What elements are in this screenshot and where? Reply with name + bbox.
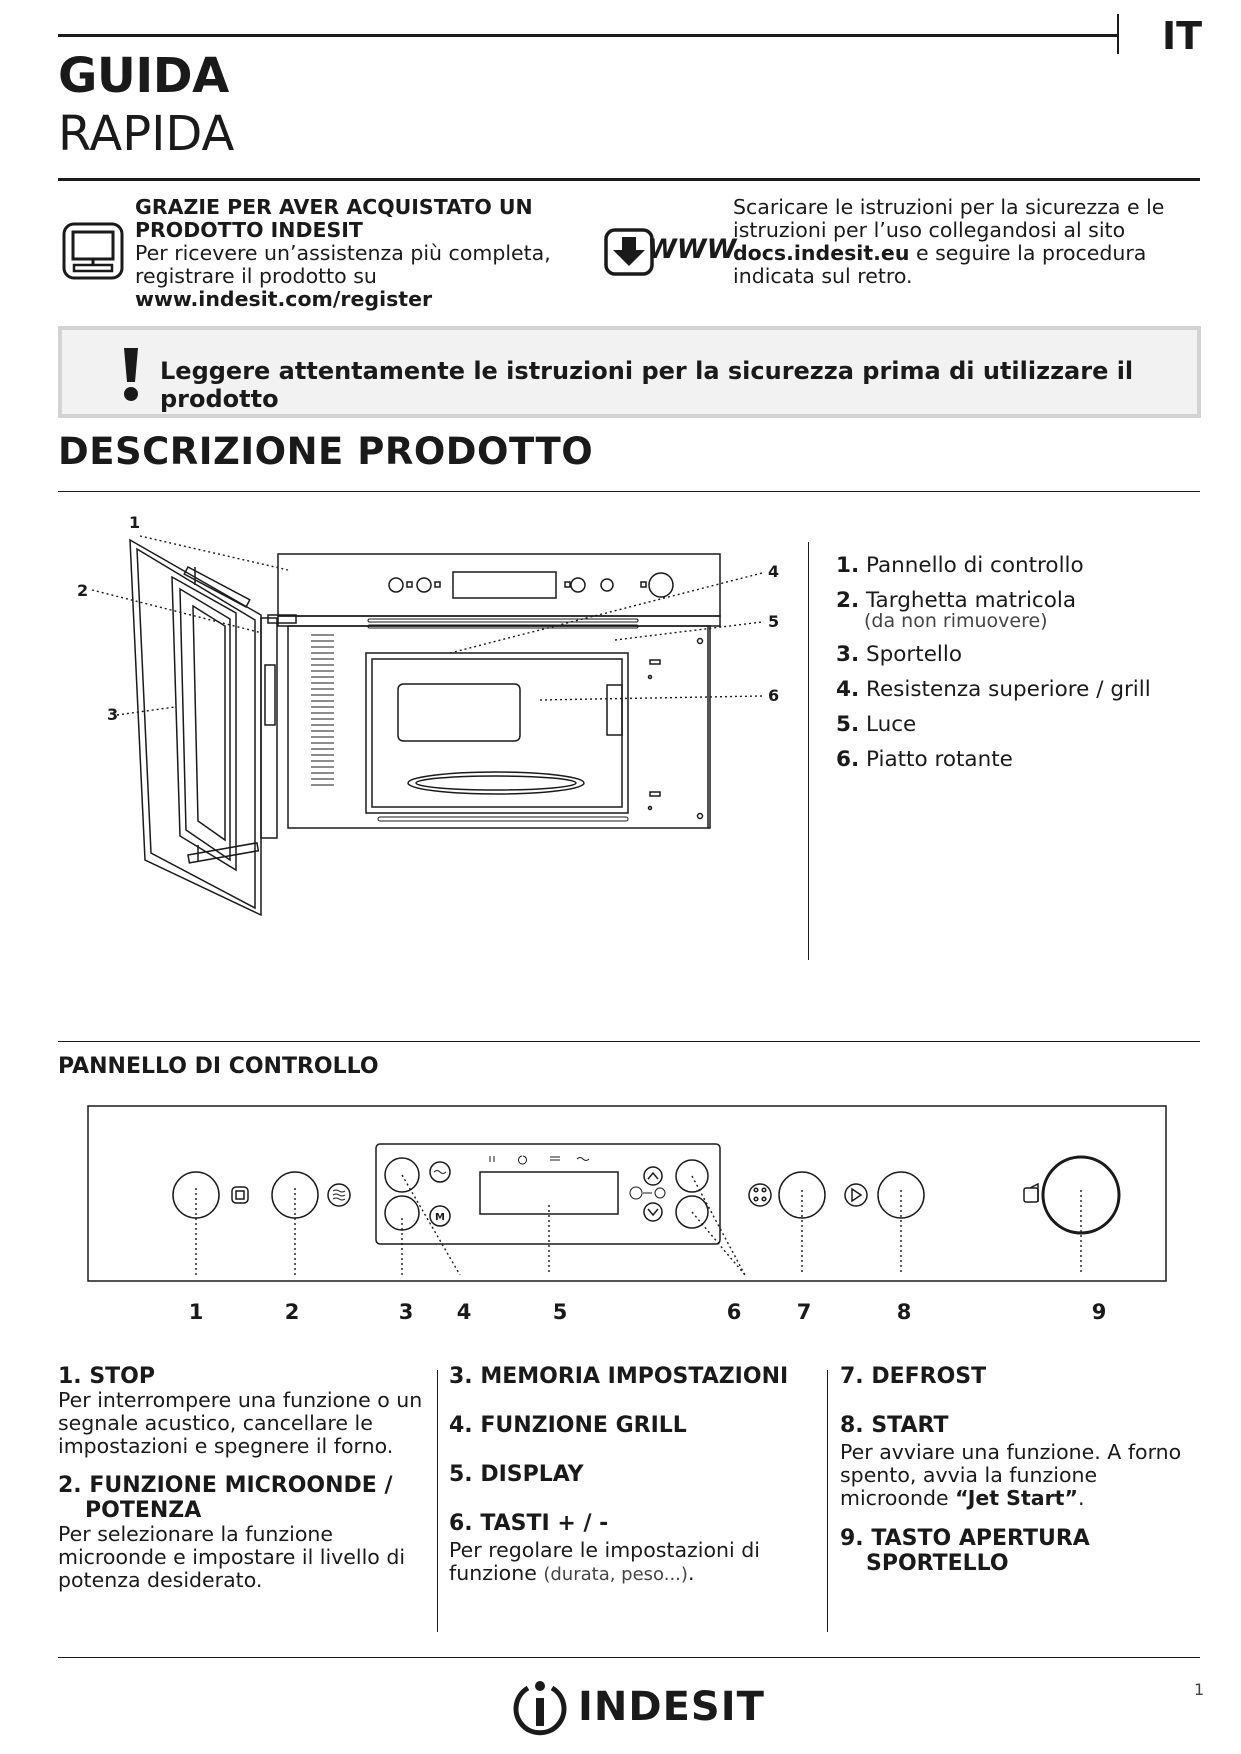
panel-label-5: 5 [552, 1300, 568, 1324]
monitor-icon [62, 222, 124, 280]
panel-label-1: 1 [188, 1300, 204, 1324]
part-num-1: 1. [836, 553, 860, 578]
page-title-line2: RAPIDA [58, 106, 235, 162]
func-start-desc: Per avviare una funzione. A forno spento, avvia la funzione microonde [840, 1440, 1182, 1510]
panel-label-8: 8 [896, 1300, 912, 1324]
col-separator-2 [827, 1370, 828, 1632]
download-text: Scaricare le istruzioni per la sicurezza e le istruzioni per l’uso collegandosi al sito [733, 195, 1165, 242]
panel-label-7: 7 [796, 1300, 812, 1324]
warning-box [58, 326, 1201, 418]
func-microwave-text: Per selezionare la funzione microonde e impostare il livello di potenza desiderato. [58, 1522, 406, 1592]
func-defrost-title: 7. DEFROST [840, 1364, 987, 1389]
func-plus-minus-desc: Per regolare le impostazioni di funzione [449, 1538, 760, 1585]
parts-list [836, 552, 1216, 774]
part-label-3: Sportello [865, 642, 963, 667]
top-rule [58, 34, 1118, 37]
logo-brand-text: INDESIT [578, 1684, 765, 1730]
title-rule [58, 178, 1200, 181]
part-label-6: Piatto rotante [865, 747, 1013, 772]
control-panel-diagram [80, 1100, 1180, 1330]
func-start-text [840, 1441, 1210, 1510]
page-title-line1: GUIDA [58, 48, 229, 104]
func-stop-title: 1. STOP [58, 1364, 156, 1389]
function-col-1 [58, 1364, 428, 1592]
product-heading: DESCRIZIONE PRODOTTO [58, 430, 594, 473]
panel-label-9: 9 [1091, 1300, 1107, 1324]
part-item-5 [836, 711, 1216, 739]
language-label: IT [1162, 14, 1203, 58]
func-door-title-2: SPORTELLO [866, 1551, 1009, 1576]
memory-m-glyph: M [435, 1212, 445, 1223]
func-plus-minus-title: 6. TASTI + / - [449, 1511, 609, 1536]
product-rule [58, 491, 1200, 492]
diagram-callout-2: 2 [77, 581, 89, 600]
part-item-4 [836, 676, 1216, 704]
exclamation-icon [122, 348, 140, 404]
diagram-callout-4: 4 [768, 562, 780, 581]
warning-text: Leggere attentamente le istruzioni per la sicurezza prima di utilizzare il prodotto [160, 357, 1134, 413]
panel-label-4: 4 [456, 1300, 472, 1324]
diagram-callout-6: 6 [768, 686, 780, 705]
www-label: WWW [647, 234, 737, 265]
part-num-2: 2. [836, 588, 860, 613]
part-num-3: 3. [836, 642, 860, 667]
func-plus-minus-note: (durata, peso...) [543, 1564, 688, 1585]
diagram-callout-1: 1 [129, 513, 141, 532]
register-heading: GRAZIE PER AVER ACQUISTATO UN PRODOTTO INDESIT [135, 195, 533, 242]
part-num-5: 5. [836, 712, 860, 737]
part-item-1 [836, 552, 1216, 580]
func-door-title: 9. TASTO APERTURA [840, 1526, 1090, 1551]
panel-label-2: 2 [284, 1300, 300, 1324]
diagram-callout-3: 3 [107, 705, 119, 724]
part-label-4: Resistenza superiore / grill [865, 677, 1151, 702]
top-rule-tick [1117, 14, 1119, 54]
download-site[interactable]: docs.indesit.eu [733, 241, 910, 265]
register-url[interactable]: www.indesit.com/register [135, 287, 433, 311]
func-microwave-title: 2. FUNZIONE MICROONDE / [58, 1473, 393, 1498]
part-label-5: Luce [865, 712, 917, 737]
part-num-6: 6. [836, 747, 860, 772]
col-separator-1 [437, 1370, 438, 1632]
func-start-title: 8. START [840, 1413, 949, 1438]
part-num-4: 4. [836, 677, 860, 702]
panel-rule [58, 1041, 1200, 1042]
func-plus-minus-end: . [687, 1561, 695, 1585]
part-item-3 [836, 641, 1216, 669]
func-microwave-title-2: POTENZA [85, 1498, 202, 1523]
part-item-6 [836, 746, 1216, 774]
func-start-jet: “Jet Start” [955, 1486, 1078, 1510]
diagram-callout-5: 5 [768, 612, 780, 631]
parts-separator [808, 542, 809, 960]
func-display-title: 5. DISPLAY [449, 1462, 584, 1487]
func-start-end: . [1077, 1486, 1085, 1510]
download-text-after: e seguire la procedura indicata sul retro. [733, 241, 1147, 288]
part-label-2: Targhetta matricola [865, 588, 1077, 613]
download-block [733, 196, 1178, 288]
function-col-3 [840, 1364, 1210, 1576]
panel-label-6: 6 [726, 1300, 742, 1324]
part-note-2: (da non rimuovere) [864, 610, 1048, 632]
page-number: 1 [1194, 1680, 1205, 1699]
register-text: Per ricevere un’assistenza più completa, registrare il prodotto su [135, 241, 551, 288]
panel-heading: PANNELLO DI CONTROLLO [58, 1054, 379, 1079]
panel-label-3: 3 [398, 1300, 414, 1324]
function-col-2 [449, 1364, 819, 1586]
func-memory-title: 3. MEMORIA IMPOSTAZIONI [449, 1364, 789, 1389]
func-plus-minus-text [449, 1539, 819, 1586]
func-stop-text: Per interrompere una funzione o un segnale acustico, cancellare le impostazioni e spegnere il forno. [58, 1388, 423, 1458]
func-grill-title: 4. FUNZIONE GRILL [449, 1413, 687, 1438]
register-block [135, 196, 565, 311]
indesit-logo [510, 1678, 765, 1738]
footer-rule [58, 1657, 1200, 1658]
part-label-1: Pannello di controllo [865, 553, 1084, 578]
microwave-diagram [60, 505, 800, 965]
